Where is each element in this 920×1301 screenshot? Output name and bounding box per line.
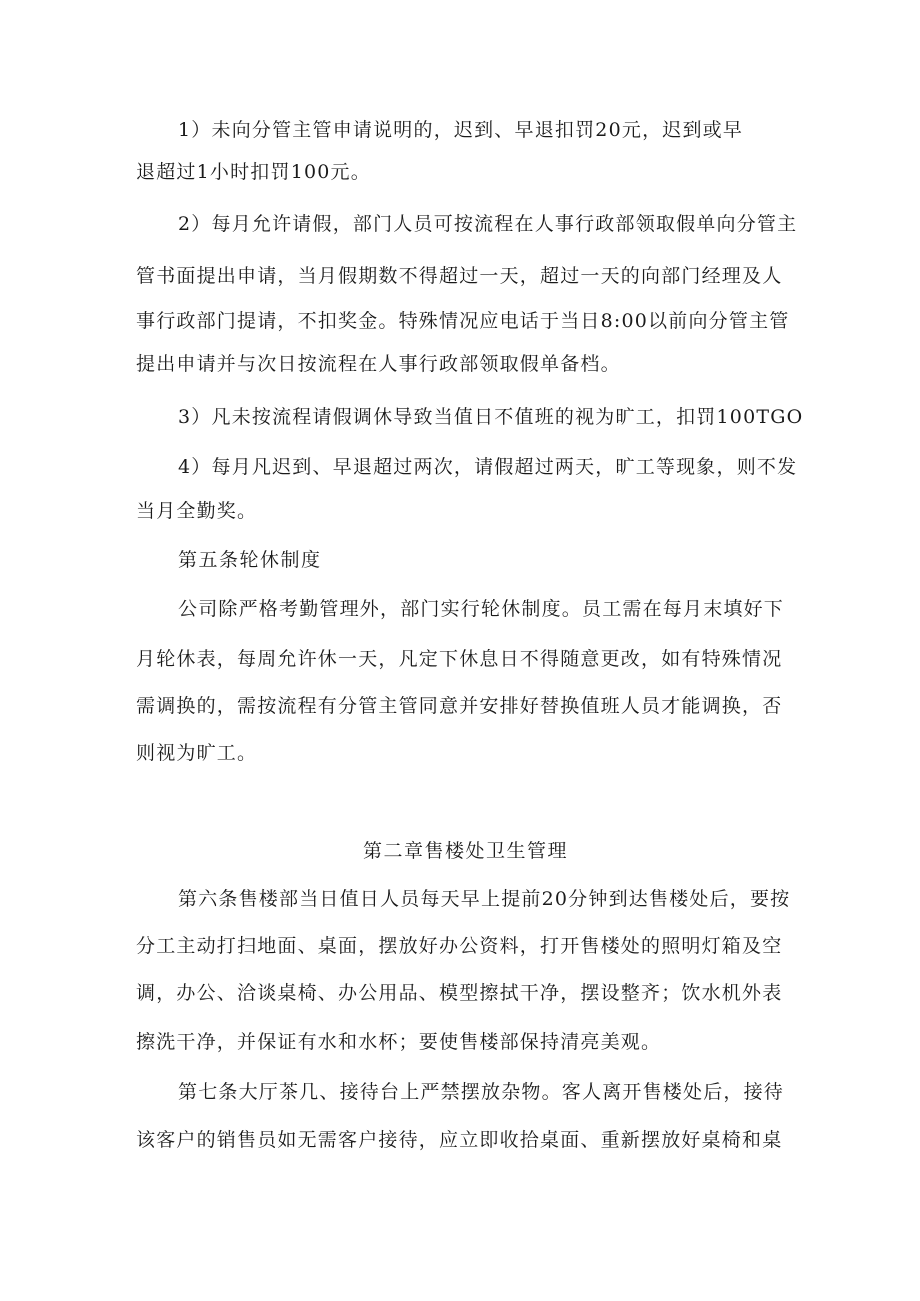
paragraph-line: 第六条售楼部当日值日人员每天早上提前20分钟到达售楼处后，要按	[178, 888, 791, 910]
paragraph-line: 退超过1小时扣罚100元。	[136, 161, 371, 183]
paragraph-line: 该客户的销售员如无需客户接待，应立即收拾桌面、重新摆放好桌椅和桌	[136, 1129, 783, 1151]
paragraph-line: 分工主动打扫地面、桌面，摆放好办公资料，打开售楼处的照明灯箱及空	[136, 935, 783, 957]
paragraph-line: 管书面提出申请，当月假期数不得超过一天，超过一天的向部门经理及人	[136, 265, 783, 287]
paragraph-line: 第七条大厅茶几、接待台上严禁摆放杂物。客人离开售楼处后，接待	[178, 1081, 785, 1103]
paragraph-line: 提出申请并与次日按流程在人事行政部领取假单备档。	[136, 353, 621, 375]
section-heading: 第五条轮休制度	[178, 549, 322, 571]
paragraph-line: 调，办公、洽谈桌椅、办公用品、模型擦拭干净，摆设整齐；饮水机外表	[136, 982, 783, 1004]
paragraph-line: 月轮休表，每周允许休一天，凡定下休息日不得随意更改，如有特殊情况	[136, 648, 783, 670]
paragraph-line: 1）未向分管主管申请说明的，迟到、早退扣罚20元，迟到或早	[178, 119, 744, 141]
paragraph-line: 3）凡未按流程请假调休导致当值日不值班的视为旷工，扣罚100TGO	[178, 406, 804, 428]
paragraph-line: 2）每月允许请假，部门人员可按流程在人事行政部领取假单向分管主	[178, 213, 798, 235]
paragraph-line: 4）每月凡迟到、早退超过两次，请假超过两天，旷工等现象，则不发	[178, 456, 798, 478]
chapter-heading: 第二章售楼处卫生管理	[363, 840, 569, 862]
paragraph-line: 则视为旷工。	[136, 742, 258, 764]
paragraph-line: 公司除严格考勤管理外，部门实行轮休制度。员工需在每月末填好下	[178, 598, 785, 620]
paragraph-line: 需调换的，需按流程有分管主管同意并安排好替换值班人员才能调换，否	[136, 695, 783, 717]
paragraph-line: 擦洗干净，并保证有水和水杯；要使售楼部保持清亮美观。	[136, 1031, 662, 1053]
paragraph-line: 事行政部门提请，不扣奖金。特殊情况应电话于当日8:00以前向分管主管	[136, 310, 790, 332]
paragraph-line: 当月全勤奖。	[136, 500, 258, 522]
